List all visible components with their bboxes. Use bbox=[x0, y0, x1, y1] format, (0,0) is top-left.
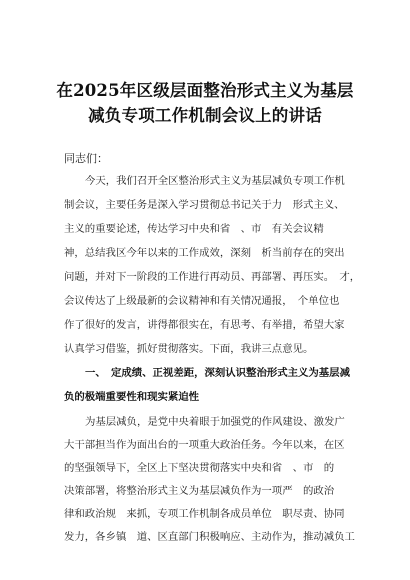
paragraph-line: 今天，我们召开全区整治形式主义为基层减负专项工作机 bbox=[85, 175, 345, 187]
paragraph-1 bbox=[64, 172, 364, 362]
paragraph-line: 大干部担当作为面出台的一项重大政治任务。今年以来，在区 bbox=[64, 439, 345, 451]
paragraph-line: 决策部署，将整治形式主义为基层减负作为一项严 的政治 bbox=[64, 485, 335, 497]
paragraph-line: 认真学习借鉴，抓好贯彻落实。下面，我讲三点意见。 bbox=[64, 343, 314, 355]
title-line-2: 减负专项工作机制会议上的讲话 bbox=[88, 106, 322, 125]
paragraph-line: 的坚强领导下，全区上下坚决贯彻落实中央和省 、市 的 bbox=[64, 462, 335, 474]
section-1-heading bbox=[64, 364, 364, 408]
paragraph-line: 作了很好的发言，讲得都很实在，有思考、有举措，希望大家 bbox=[64, 319, 345, 331]
paragraph-line: 为基层减负，是党中央着眼于加强党的作风建设、激发广 bbox=[85, 416, 345, 428]
paragraph-2 bbox=[64, 413, 364, 563]
paragraph-line: 发力，各乡镇 道、区直部门积极响应、主动作为，推动减负工 bbox=[64, 531, 355, 543]
paragraph-line: 主义的重要论述，传达学习中央和省 、市 有关会议精 bbox=[64, 223, 324, 235]
greeting-text: 同志们： bbox=[64, 152, 108, 165]
heading-line: 一、 定成绩、正视差距，深刻认识整治形式主义为基层减 bbox=[85, 367, 350, 379]
document-title bbox=[40, 78, 370, 128]
paragraph-line: 神，总结我区今年以来的工作成效，深刻 析当前存在的突出 bbox=[64, 247, 345, 259]
paragraph-line: 律和政治规 来抓，专项工作机制各成员单位 职尽责、协同 bbox=[64, 508, 345, 520]
paragraph-line: 制会议，主要任务是深入学习贯彻总书记关于力 形式主义、 bbox=[64, 199, 345, 211]
title-line-1: 在2025年区级层面整治形式主义为基层 bbox=[56, 81, 354, 100]
paragraph-line: 问题，并对下一阶段的工作进行再动员、再部署、再压实。 才， bbox=[64, 271, 361, 283]
paragraph-line: 会议传达了上级最新的会议精神和有关情况通报， 个单位也 bbox=[64, 295, 340, 307]
heading-line: 负的极端重要性和现实紧迫性 bbox=[64, 391, 200, 403]
